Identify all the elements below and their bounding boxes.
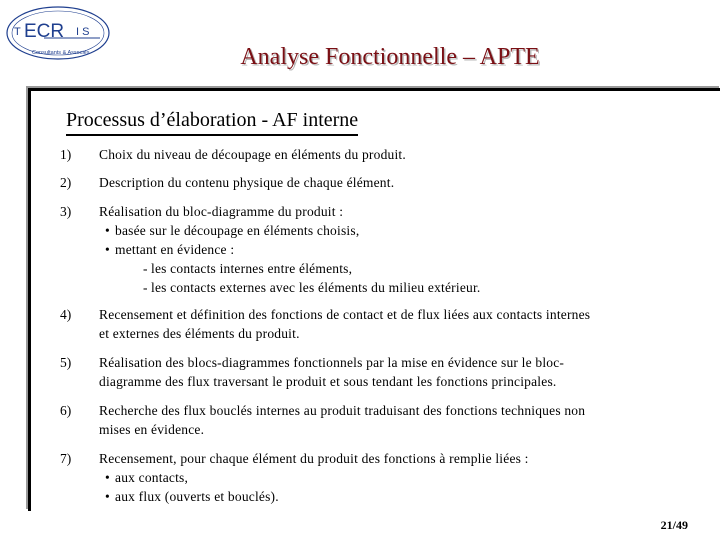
step-text: Choix du niveau de découpage en éléments du produit.	[99, 147, 406, 162]
company-logo	[4, 2, 112, 64]
logo-letters-is: I S	[76, 26, 90, 38]
step-text: et externes des éléments du produit.	[99, 326, 300, 341]
dash-item: - les contacts internes entre éléments,	[99, 259, 679, 278]
step-text: mises en évidence.	[99, 422, 205, 437]
step-number: 2)	[60, 175, 72, 190]
step-text: Recensement, pour chaque élément du produit des fonctions à remplie liées :	[99, 451, 529, 466]
step-number: 6)	[60, 403, 72, 418]
step-text: diagramme des flux traversant le produit et sous tendant les fonctions principales.	[99, 374, 557, 389]
step-number: 5)	[60, 355, 72, 370]
step-number: 7)	[60, 451, 72, 466]
step-text: Description du contenu physique de chaque élément.	[99, 175, 395, 190]
slide-title: Analyse Fonctionnelle – APTE	[240, 44, 540, 70]
step-number: 1)	[60, 147, 72, 162]
step-number: 3)	[60, 204, 72, 219]
logo-letter-t: T	[14, 26, 21, 38]
section-subtitle: Processus d’élaboration - AF interne	[66, 109, 358, 136]
page-number: 21/49	[660, 518, 688, 532]
step-text: Recensement et définition des fonctions de contact et de flux liées aux contacts internes	[99, 307, 591, 322]
bullet-item: • mettant en évidence :	[99, 240, 679, 259]
step-number: 4)	[60, 307, 72, 322]
bullet-item: • aux flux (ouverts et bouclés).	[99, 487, 679, 506]
dash-item: - les contacts externes avec les éléments du milieu extérieur.	[99, 278, 679, 297]
step-text: Recherche des flux bouclés internes au produit traduisant des fonctions techniques non	[99, 403, 586, 418]
logo-letters: ECR	[24, 21, 65, 42]
bullet-item: • basée sur le découpage en éléments choisis,	[99, 221, 679, 240]
step-text: Réalisation du bloc-diagramme du produit :	[99, 204, 344, 219]
step-text: Réalisation des blocs-diagrammes fonctionnels par la mise en évidence sur le bloc-	[99, 355, 565, 370]
bullet-item: • aux contacts,	[99, 468, 679, 487]
logo-tagline: Consultants & Associés	[32, 50, 90, 56]
